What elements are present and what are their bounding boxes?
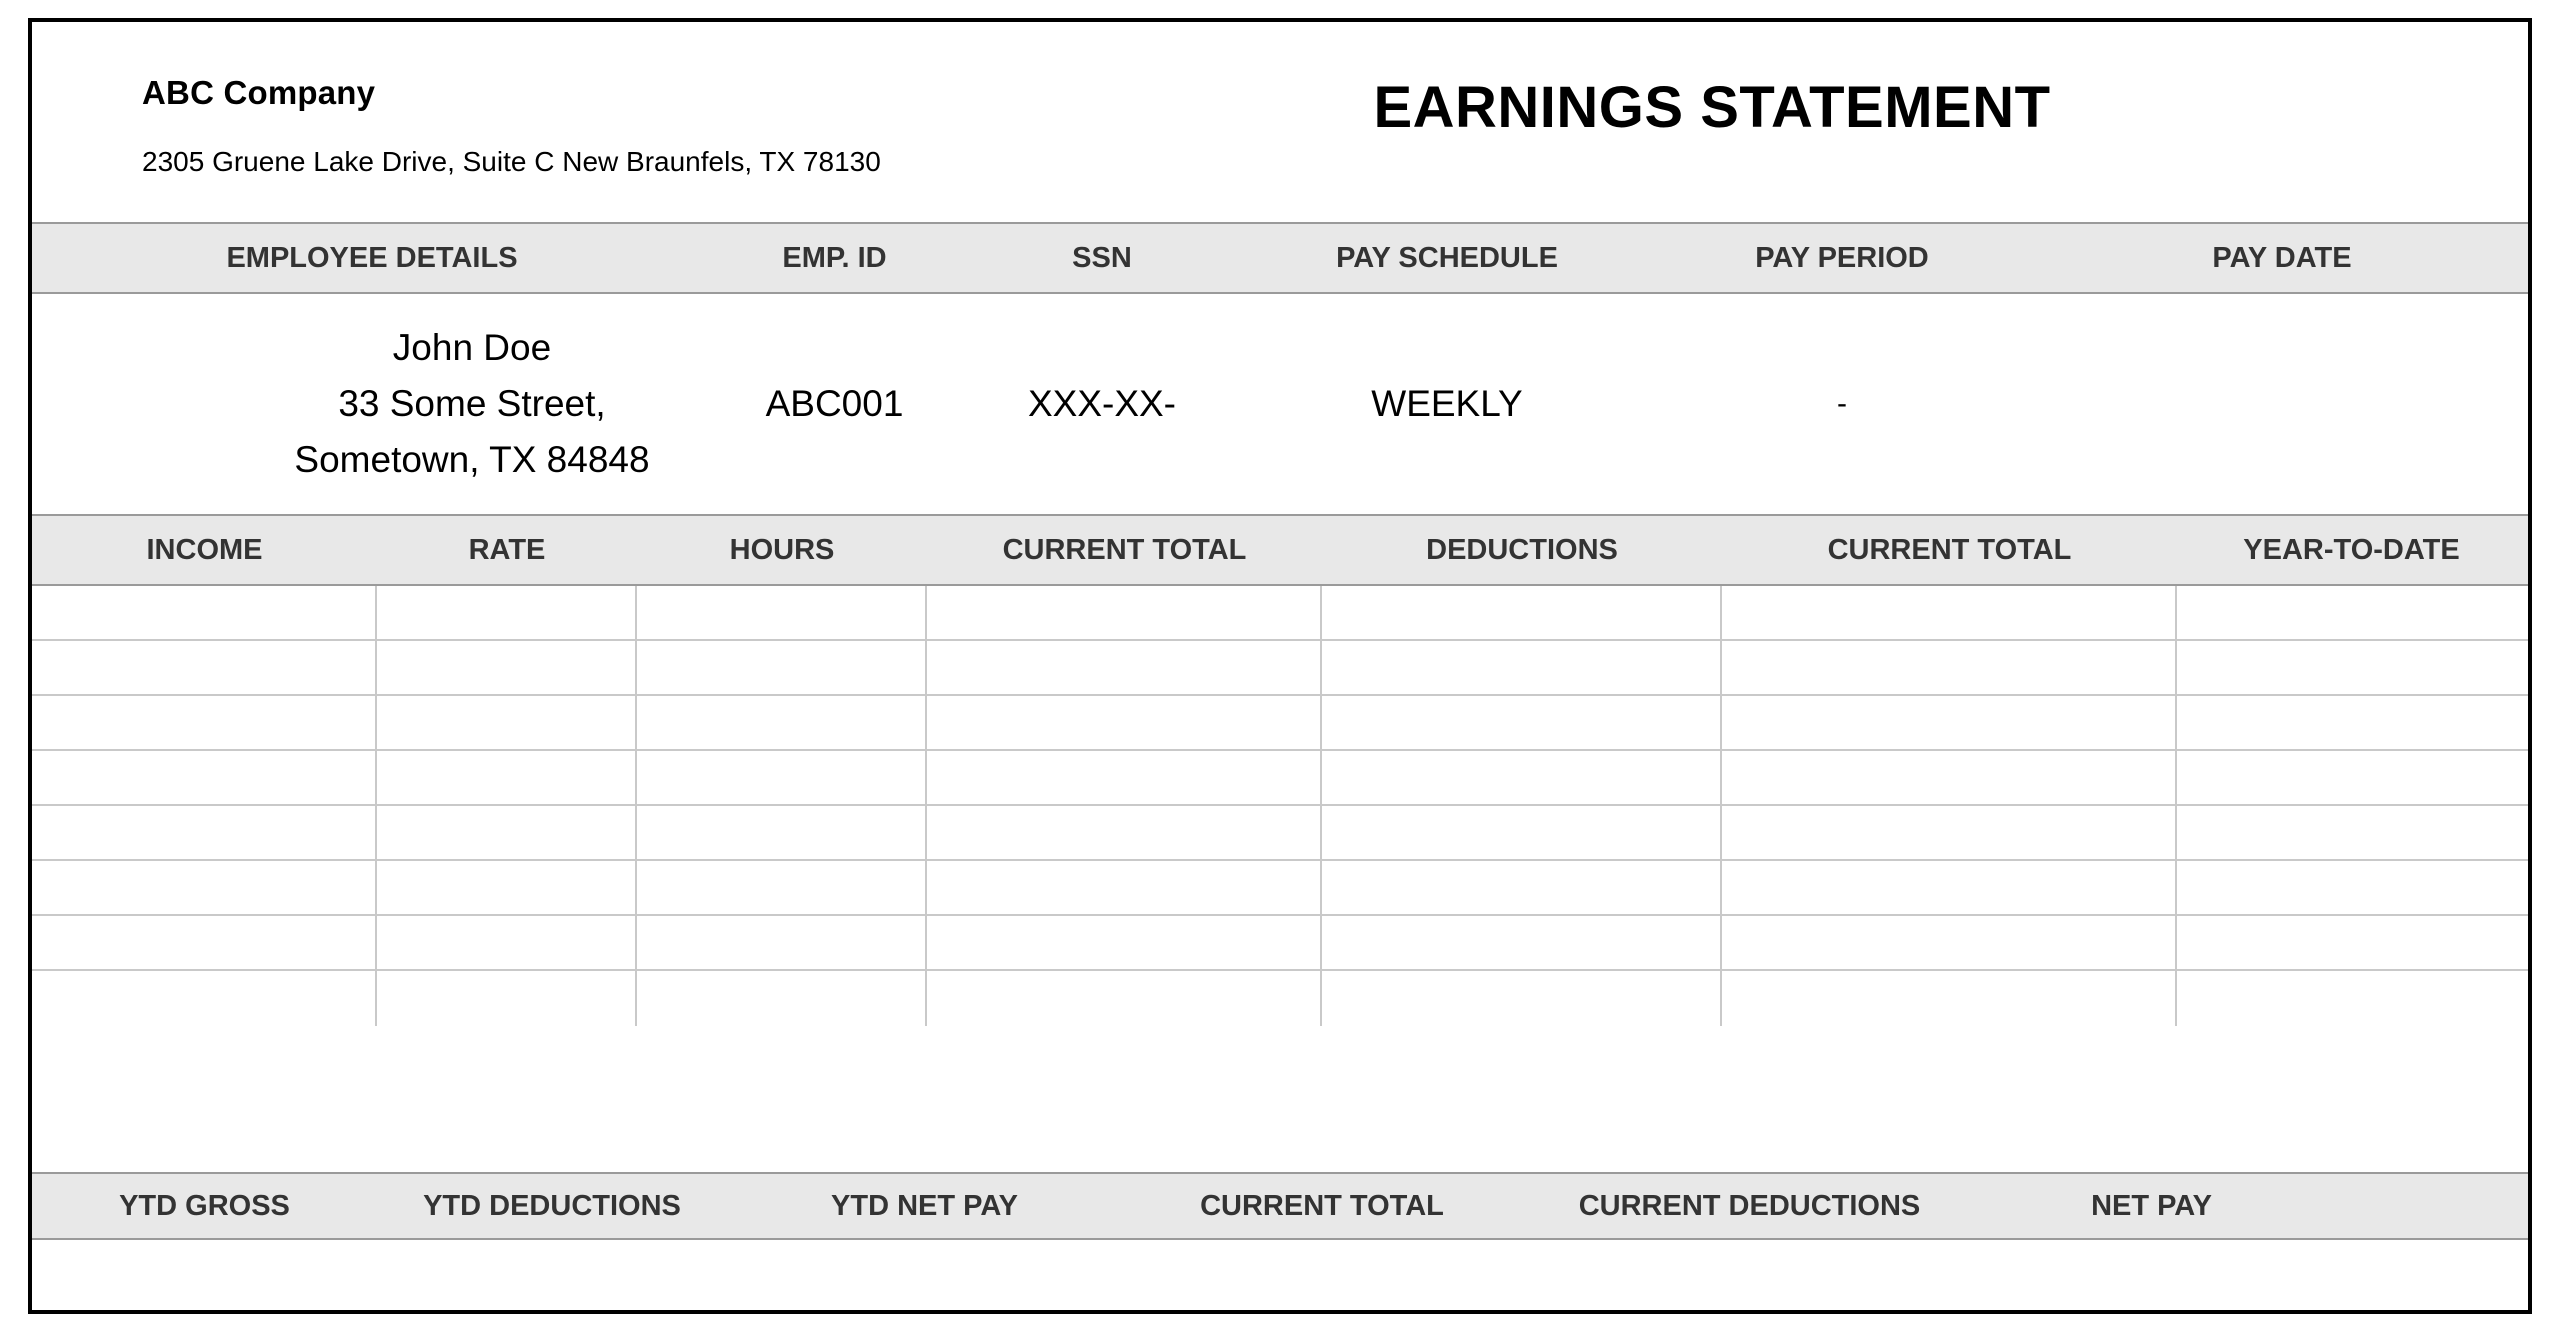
cell-rate[interactable] xyxy=(377,806,637,859)
column-header-hours: HOURS xyxy=(729,533,835,566)
employee-address-line-2: Sometown, TX 84848 xyxy=(294,439,650,481)
cell-current-total-deductions[interactable] xyxy=(1722,696,2177,749)
cell-deductions[interactable] xyxy=(1322,696,1722,749)
cell-current-total[interactable] xyxy=(927,916,1322,969)
cell-hours[interactable] xyxy=(637,971,927,1026)
cell-current-total-deductions[interactable] xyxy=(1722,861,2177,914)
cell-year-to-date[interactable] xyxy=(2177,751,2526,804)
cell-deductions[interactable] xyxy=(1322,586,1722,639)
page-title: EARNINGS STATEMENT xyxy=(1373,75,2051,140)
company-address: 2305 Gruene Lake Drive, Suite C New Braunfels, TX 78130 xyxy=(142,146,881,177)
cell-rate[interactable] xyxy=(377,861,637,914)
company-name: ABC Company xyxy=(142,74,376,111)
column-header-ytd-gross: YTD GROSS xyxy=(119,1189,290,1222)
cell-current-total-deductions[interactable] xyxy=(1722,751,2177,804)
pay-schedule-value: WEEKLY xyxy=(1371,383,1523,424)
cell-year-to-date[interactable] xyxy=(2177,861,2526,914)
cell-year-to-date[interactable] xyxy=(2177,916,2526,969)
column-header-employee-details: EMPLOYEE DETAILS xyxy=(226,241,518,274)
cell-deductions[interactable] xyxy=(1322,806,1722,859)
employee-name: John Doe xyxy=(392,326,552,368)
cell-deductions[interactable] xyxy=(1322,861,1722,914)
employee-address-line-1: 33 Some Street, xyxy=(338,382,606,424)
cell-hours[interactable] xyxy=(637,641,927,694)
cell-income[interactable] xyxy=(32,751,377,804)
document-header xyxy=(32,22,2528,222)
column-header-emp-id: EMP. ID xyxy=(782,241,887,274)
cell-rate[interactable] xyxy=(377,586,637,639)
table-row xyxy=(32,916,2528,971)
cell-year-to-date[interactable] xyxy=(2177,806,2526,859)
cell-current-total-deductions[interactable] xyxy=(1722,806,2177,859)
employee-address-block xyxy=(32,320,712,489)
column-header-year-to-date: YEAR-TO-DATE xyxy=(2243,533,2460,566)
value-ytd-net-pay[interactable] xyxy=(727,1240,1122,1310)
cell-current-total[interactable] xyxy=(927,861,1322,914)
employee-ssn-value: XXX-XX- xyxy=(1027,383,1177,424)
earnings-statement-document xyxy=(28,18,2532,1314)
cell-current-total-deductions[interactable] xyxy=(1722,971,2177,1026)
table-row xyxy=(32,861,2528,916)
cell-income[interactable] xyxy=(32,641,377,694)
column-header-net-pay: NET PAY xyxy=(2091,1189,2212,1222)
cell-hours[interactable] xyxy=(637,861,927,914)
cell-current-total-deductions[interactable] xyxy=(1722,586,2177,639)
value-net-pay[interactable] xyxy=(1977,1240,2326,1310)
value-current-deductions[interactable] xyxy=(1522,1240,1977,1310)
column-header-deductions: DEDUCTIONS xyxy=(1426,533,1618,566)
value-ytd-gross[interactable] xyxy=(32,1240,377,1310)
cell-deductions[interactable] xyxy=(1322,641,1722,694)
cell-income[interactable] xyxy=(32,696,377,749)
column-header-pay-schedule: PAY SCHEDULE xyxy=(1336,241,1558,274)
column-header-current-total: CURRENT TOTAL xyxy=(1200,1189,1444,1222)
cell-year-to-date[interactable] xyxy=(2177,971,2526,1026)
cell-rate[interactable] xyxy=(377,641,637,694)
cell-current-total[interactable] xyxy=(927,696,1322,749)
cell-rate[interactable] xyxy=(377,916,637,969)
cell-income[interactable] xyxy=(32,916,377,969)
value-ytd-deductions[interactable] xyxy=(377,1240,727,1310)
totals-value-row xyxy=(32,1240,2528,1310)
cell-year-to-date[interactable] xyxy=(2177,641,2526,694)
column-header-ssn: SSN xyxy=(1072,241,1132,274)
cell-hours[interactable] xyxy=(637,696,927,749)
column-header-income: INCOME xyxy=(146,533,263,566)
cell-hours[interactable] xyxy=(637,751,927,804)
cell-deductions[interactable] xyxy=(1322,751,1722,804)
column-header-current-deductions: CURRENT DEDUCTIONS xyxy=(1578,1189,1921,1222)
cell-income[interactable] xyxy=(32,861,377,914)
table-row xyxy=(32,696,2528,751)
column-header-ytd-net-pay: YTD NET PAY xyxy=(831,1189,1018,1222)
cell-current-total-deductions[interactable] xyxy=(1722,916,2177,969)
table-row xyxy=(32,751,2528,806)
cell-hours[interactable] xyxy=(637,916,927,969)
cell-income[interactable] xyxy=(32,806,377,859)
column-header-rate: RATE xyxy=(468,533,546,566)
cell-deductions[interactable] xyxy=(1322,971,1722,1026)
table-row xyxy=(32,641,2528,696)
earnings-grid xyxy=(32,586,2528,1172)
cell-deductions[interactable] xyxy=(1322,916,1722,969)
cell-current-total[interactable] xyxy=(927,971,1322,1026)
cell-current-total[interactable] xyxy=(927,806,1322,859)
cell-current-total-deductions[interactable] xyxy=(1722,641,2177,694)
cell-income[interactable] xyxy=(32,586,377,639)
column-header-ytd-deductions: YTD DEDUCTIONS xyxy=(423,1189,681,1222)
employee-details-header-row xyxy=(32,222,2528,294)
totals-header-row xyxy=(32,1172,2528,1240)
company-block xyxy=(32,22,881,178)
earnings-header-row xyxy=(32,514,2528,586)
cell-hours[interactable] xyxy=(637,586,927,639)
table-row xyxy=(32,806,2528,861)
column-header-pay-period: PAY PERIOD xyxy=(1755,241,1929,274)
pay-period-value: - xyxy=(1837,387,1847,420)
column-header-pay-date: PAY DATE xyxy=(2212,241,2352,274)
cell-year-to-date[interactable] xyxy=(2177,696,2526,749)
cell-current-total[interactable] xyxy=(927,751,1322,804)
column-header-current-total-deductions: CURRENT TOTAL xyxy=(1827,533,2072,566)
cell-current-total[interactable] xyxy=(927,641,1322,694)
employee-details-value-row xyxy=(32,294,2528,514)
cell-current-total[interactable] xyxy=(927,586,1322,639)
cell-rate[interactable] xyxy=(377,751,637,804)
employee-id-value: ABC001 xyxy=(765,383,904,424)
cell-rate[interactable] xyxy=(377,696,637,749)
table-row xyxy=(32,586,2528,641)
cell-income[interactable] xyxy=(32,971,377,1026)
cell-rate[interactable] xyxy=(377,971,637,1026)
table-row xyxy=(32,971,2528,1026)
cell-hours[interactable] xyxy=(637,806,927,859)
cell-year-to-date[interactable] xyxy=(2177,586,2526,639)
column-header-current-total-income: CURRENT TOTAL xyxy=(1002,533,1247,566)
value-current-total[interactable] xyxy=(1122,1240,1522,1310)
